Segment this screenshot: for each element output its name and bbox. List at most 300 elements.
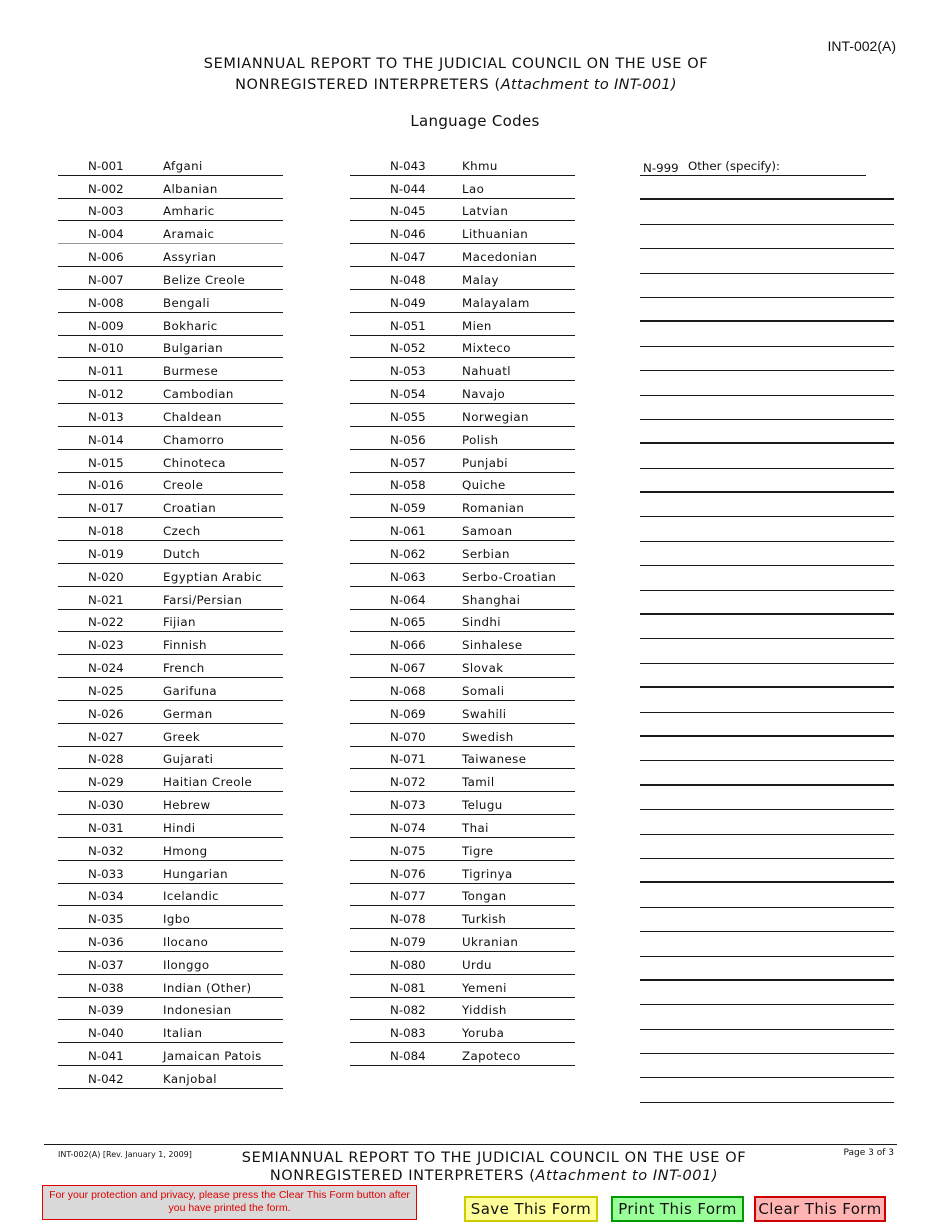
language-name: Romanian — [462, 501, 525, 516]
language-name: Thai — [462, 820, 489, 835]
language-code: N-073 — [390, 798, 426, 813]
language-row — [58, 541, 283, 564]
language-row — [58, 221, 283, 244]
language-row — [58, 906, 283, 929]
other-blank-line[interactable] — [640, 396, 894, 420]
language-row — [58, 450, 283, 473]
language-row — [58, 358, 283, 381]
print-form-button[interactable]: Print This Form — [611, 1196, 744, 1222]
language-code: N-083 — [390, 1026, 426, 1041]
language-name: Hungarian — [163, 866, 228, 881]
language-code: N-047 — [390, 250, 426, 265]
other-blank-line[interactable] — [640, 566, 894, 590]
language-name: Yemeni — [462, 980, 507, 995]
language-row — [350, 952, 575, 975]
language-code: N-049 — [390, 295, 426, 310]
language-name: Tamil — [462, 775, 495, 790]
other-specify-row[interactable] — [640, 153, 894, 176]
language-code: N-011 — [88, 364, 124, 379]
language-name: Lao — [462, 181, 485, 196]
language-code: N-021 — [88, 592, 124, 607]
language-row — [350, 381, 575, 404]
language-row — [350, 427, 575, 450]
language-column-1 — [58, 153, 283, 1089]
language-name: Samoan — [462, 524, 513, 539]
language-row — [58, 632, 283, 655]
language-row — [58, 1043, 283, 1066]
language-code: N-024 — [88, 661, 124, 676]
language-row — [58, 724, 283, 747]
other-blank-line[interactable] — [640, 591, 894, 615]
language-name: Taiwanese — [462, 752, 527, 767]
language-row — [350, 747, 575, 770]
page-title — [0, 54, 912, 96]
language-column-2 — [350, 153, 575, 1066]
other-blank-line[interactable] — [640, 347, 894, 371]
other-blank-line[interactable] — [640, 322, 894, 346]
other-code: N-999 — [643, 161, 679, 175]
language-row — [58, 564, 283, 587]
language-row — [350, 404, 575, 427]
other-blank-line[interactable] — [640, 810, 894, 834]
language-name: Latvian — [462, 204, 509, 219]
language-row — [350, 358, 575, 381]
language-row — [350, 815, 575, 838]
language-code: N-030 — [88, 798, 124, 813]
language-code: N-059 — [390, 501, 426, 516]
language-code: N-010 — [88, 341, 124, 356]
language-name: German — [163, 706, 213, 721]
language-row — [58, 267, 283, 290]
language-row — [350, 267, 575, 290]
other-blank-line[interactable] — [640, 1030, 894, 1054]
language-code: N-057 — [390, 455, 426, 470]
other-blank-line[interactable] — [640, 469, 894, 493]
language-row — [350, 610, 575, 633]
language-row — [58, 701, 283, 724]
language-name: Polish — [462, 432, 499, 447]
language-row — [350, 769, 575, 792]
other-blank-line[interactable] — [640, 517, 894, 541]
language-code: N-082 — [390, 1003, 426, 1018]
footer-revision: INT-002(A) [Rev. January 1, 2009] — [58, 1150, 192, 1159]
other-blank-line[interactable] — [640, 688, 894, 712]
language-code: N-007 — [88, 272, 124, 287]
language-name: Farsi/Persian — [163, 592, 243, 607]
language-row — [58, 336, 283, 359]
language-code: N-080 — [390, 957, 426, 972]
language-name: Italian — [163, 1026, 203, 1041]
language-name: Chamorro — [163, 432, 225, 447]
language-row — [58, 929, 283, 952]
language-code: N-008 — [88, 295, 124, 310]
language-code: N-069 — [390, 706, 426, 721]
language-row — [350, 1020, 575, 1043]
language-code: N-026 — [88, 706, 124, 721]
language-row — [350, 884, 575, 907]
language-row — [58, 975, 283, 998]
language-code: N-071 — [390, 752, 426, 767]
language-row — [58, 1066, 283, 1089]
language-row — [58, 313, 283, 336]
other-blank-line[interactable] — [640, 761, 894, 785]
other-blank-line[interactable] — [640, 859, 894, 883]
language-code: N-054 — [390, 387, 426, 402]
language-code: N-064 — [390, 592, 426, 607]
language-name: Macedonian — [462, 250, 538, 265]
language-code: N-029 — [88, 775, 124, 790]
other-blank-line[interactable] — [640, 1054, 894, 1078]
language-row — [58, 587, 283, 610]
other-blank-line[interactable] — [640, 371, 894, 395]
language-row — [350, 564, 575, 587]
language-code: N-040 — [88, 1026, 124, 1041]
other-blank-line[interactable] — [640, 932, 894, 956]
language-code: N-056 — [390, 432, 426, 447]
language-code: N-025 — [88, 683, 124, 698]
language-row — [350, 975, 575, 998]
language-name: Amharic — [163, 204, 215, 219]
language-code: N-017 — [88, 501, 124, 516]
language-name: Norwegian — [462, 409, 529, 424]
language-row — [58, 610, 283, 633]
language-name: Kanjobal — [163, 1071, 217, 1086]
language-code: N-009 — [88, 318, 124, 333]
language-code: N-058 — [390, 478, 426, 493]
language-code: N-061 — [390, 524, 426, 539]
language-name: Bokharic — [163, 318, 218, 333]
language-code: N-031 — [88, 820, 124, 835]
language-code: N-036 — [88, 934, 124, 949]
language-name: Finnish — [163, 638, 207, 653]
language-row — [350, 655, 575, 678]
language-name: Igbo — [163, 912, 191, 927]
other-blank-line[interactable] — [640, 908, 894, 932]
language-code: N-043 — [390, 158, 426, 173]
other-blank-line[interactable] — [640, 420, 894, 444]
other-blank-line[interactable] — [640, 176, 894, 200]
language-row — [58, 244, 283, 267]
language-row — [350, 701, 575, 724]
language-row — [58, 769, 283, 792]
language-name: Serbian — [462, 546, 510, 561]
footer-title-line-2 — [0, 1167, 950, 1185]
language-name: Indonesian — [163, 1003, 232, 1018]
language-row — [350, 176, 575, 199]
language-code: N-038 — [88, 980, 124, 995]
language-name: Albanian — [163, 181, 218, 196]
language-name: Ilonggo — [163, 957, 210, 972]
footer-title — [0, 1149, 950, 1185]
language-code: N-028 — [88, 752, 124, 767]
save-form-button[interactable]: Save This Form — [464, 1196, 598, 1222]
language-name: Hindi — [163, 820, 196, 835]
language-row — [58, 884, 283, 907]
title-line-2-italic: Attachment to INT-001) — [500, 77, 677, 93]
language-row — [58, 655, 283, 678]
language-code: N-023 — [88, 638, 124, 653]
language-code: N-032 — [88, 843, 124, 858]
language-row — [350, 495, 575, 518]
language-name: Tigre — [462, 843, 494, 858]
other-blank-line[interactable] — [640, 786, 894, 810]
language-name: Tongan — [462, 889, 507, 904]
language-name: Malay — [462, 272, 499, 287]
language-code: N-051 — [390, 318, 426, 333]
other-blank-line[interactable] — [640, 493, 894, 517]
language-name: Bengali — [163, 295, 210, 310]
privacy-notice: For your protection and privacy, please press the Clear This Form button after you have printed the form. — [42, 1185, 417, 1220]
language-name: Sinhalese — [462, 638, 523, 653]
language-name: Egyptian Arabic — [163, 569, 263, 584]
language-code: N-081 — [390, 980, 426, 995]
language-row — [58, 747, 283, 770]
language-name: Greek — [163, 729, 201, 744]
language-row — [350, 450, 575, 473]
language-name: Navajo — [462, 387, 506, 402]
language-code: N-063 — [390, 569, 426, 584]
language-row — [350, 153, 575, 176]
other-blank-line[interactable] — [640, 835, 894, 859]
language-name: Chinoteca — [163, 455, 226, 470]
language-row — [58, 861, 283, 884]
other-blank-line[interactable] — [640, 200, 894, 224]
language-name: Icelandic — [163, 889, 220, 904]
language-name: Telugu — [462, 798, 503, 813]
other-blank-line[interactable] — [640, 298, 894, 322]
footer-page-number: Page 3 of 3 — [843, 1148, 894, 1158]
language-code: N-041 — [88, 1049, 124, 1064]
language-code: N-068 — [390, 683, 426, 698]
language-code: N-065 — [390, 615, 426, 630]
language-row — [58, 495, 283, 518]
language-name: Mien — [462, 318, 492, 333]
language-code: N-045 — [390, 204, 426, 219]
language-code: N-053 — [390, 364, 426, 379]
language-row — [350, 906, 575, 929]
other-languages-column — [640, 153, 894, 1103]
language-row — [350, 587, 575, 610]
language-row — [58, 153, 283, 176]
language-code: N-084 — [390, 1049, 426, 1064]
language-row — [350, 199, 575, 222]
language-row — [350, 473, 575, 496]
language-row — [58, 952, 283, 975]
language-code: N-052 — [390, 341, 426, 356]
language-code: N-046 — [390, 227, 426, 242]
other-blank-line[interactable] — [640, 542, 894, 566]
language-name: Garifuna — [163, 683, 218, 698]
language-code: N-003 — [88, 204, 124, 219]
language-name: Afgani — [163, 158, 203, 173]
language-row — [58, 678, 283, 701]
language-code: N-019 — [88, 546, 124, 561]
title-line-2-main: NONREGISTERED INTERPRETERS ( — [235, 77, 501, 93]
footer-title-line-2-main: NONREGISTERED INTERPRETERS ( — [269, 1168, 536, 1184]
language-row — [58, 518, 283, 541]
language-code: N-048 — [390, 272, 426, 287]
other-blank-line[interactable] — [640, 664, 894, 688]
language-row — [58, 290, 283, 313]
footer-title-line-2-italic: Attachment to INT-001) — [535, 1168, 719, 1184]
language-row — [350, 838, 575, 861]
language-row — [58, 199, 283, 222]
language-code: N-079 — [390, 934, 426, 949]
language-name: Hebrew — [163, 798, 211, 813]
title-line-1: SEMIANNUAL REPORT TO THE JUDICIAL COUNCIL ON THE USE OF — [203, 56, 709, 72]
language-code: N-039 — [88, 1003, 124, 1018]
language-name: Turkish — [462, 912, 507, 927]
language-name: Creole — [163, 478, 204, 493]
language-name: Serbo-Croatian — [462, 569, 557, 584]
language-code: N-006 — [88, 250, 124, 265]
language-row — [58, 473, 283, 496]
language-name: Punjabi — [462, 455, 508, 470]
other-blank-line[interactable] — [640, 249, 894, 273]
language-name: Dutch — [163, 546, 201, 561]
language-row — [58, 815, 283, 838]
language-row — [58, 792, 283, 815]
language-name: Quiche — [462, 478, 506, 493]
language-row — [350, 541, 575, 564]
other-label: Other (specify): — [688, 159, 781, 173]
other-blank-line[interactable] — [640, 713, 894, 737]
language-name: Cambodian — [163, 387, 234, 402]
language-name: Jamaican Patois — [163, 1049, 262, 1064]
language-row — [350, 861, 575, 884]
other-underline — [640, 175, 866, 176]
footer-title-line-1: SEMIANNUAL REPORT TO THE JUDICIAL COUNCIL ON THE USE OF — [241, 1150, 747, 1166]
language-code: N-016 — [88, 478, 124, 493]
language-code: N-077 — [390, 889, 426, 904]
language-code: N-014 — [88, 432, 124, 447]
other-blank-line[interactable] — [640, 274, 894, 298]
language-code: N-055 — [390, 409, 426, 424]
language-row — [350, 998, 575, 1021]
language-code: N-035 — [88, 912, 124, 927]
language-name: Czech — [163, 524, 201, 539]
language-code: N-078 — [390, 912, 426, 927]
language-code: N-020 — [88, 569, 124, 584]
language-name: Lithuanian — [462, 227, 529, 242]
language-row — [350, 244, 575, 267]
language-name: Chaldean — [163, 409, 222, 424]
language-code: N-001 — [88, 158, 124, 173]
language-name: Yoruba — [462, 1026, 505, 1041]
language-code: N-062 — [390, 546, 426, 561]
language-code: N-037 — [88, 957, 124, 972]
language-name: Sindhi — [462, 615, 501, 630]
language-row — [350, 678, 575, 701]
other-blank-line[interactable] — [640, 957, 894, 981]
language-code: N-076 — [390, 866, 426, 881]
language-code: N-022 — [88, 615, 124, 630]
language-row — [350, 929, 575, 952]
language-name: Haitian Creole — [163, 775, 253, 790]
language-code: N-027 — [88, 729, 124, 744]
language-row — [350, 792, 575, 815]
language-code: N-066 — [390, 638, 426, 653]
language-row — [58, 998, 283, 1021]
other-blank-line[interactable] — [640, 737, 894, 761]
language-row — [350, 518, 575, 541]
other-blank-line[interactable] — [640, 1005, 894, 1029]
section-heading: Language Codes — [410, 112, 540, 130]
language-row — [350, 336, 575, 359]
other-blank-line[interactable] — [640, 883, 894, 907]
form-id: INT-002(A) — [827, 38, 896, 54]
language-row — [58, 404, 283, 427]
language-code: N-034 — [88, 889, 124, 904]
language-name: Shanghai — [462, 592, 521, 607]
language-name: Belize Creole — [163, 272, 246, 287]
other-blank-line[interactable] — [640, 444, 894, 468]
other-blank-line[interactable] — [640, 639, 894, 663]
language-name: Tigrinya — [462, 866, 513, 881]
language-code: N-004 — [88, 227, 124, 242]
language-name: French — [163, 661, 205, 676]
language-code: N-042 — [88, 1071, 124, 1086]
language-row — [350, 221, 575, 244]
language-code: N-033 — [88, 866, 124, 881]
language-code: N-075 — [390, 843, 426, 858]
language-code: N-070 — [390, 729, 426, 744]
other-blank-line[interactable] — [640, 225, 894, 249]
title-line-2 — [0, 75, 912, 96]
language-name: Ilocano — [163, 934, 209, 949]
other-blank-line[interactable] — [640, 1078, 894, 1102]
other-blank-line[interactable] — [640, 615, 894, 639]
language-name: Fijian — [163, 615, 196, 630]
clear-form-button[interactable]: Clear This Form — [754, 1196, 886, 1222]
language-code: N-015 — [88, 455, 124, 470]
language-name: Yiddish — [462, 1003, 507, 1018]
language-row — [350, 290, 575, 313]
language-name: Urdu — [462, 957, 492, 972]
other-blank-line[interactable] — [640, 981, 894, 1005]
language-name: Burmese — [163, 364, 219, 379]
language-name: Croatian — [163, 501, 217, 516]
language-row — [350, 1043, 575, 1066]
language-name: Khmu — [462, 158, 498, 173]
language-name: Swahili — [462, 706, 507, 721]
language-row — [58, 176, 283, 199]
language-name: Malayalam — [462, 295, 530, 310]
language-name: Swedish — [462, 729, 514, 744]
language-code: N-044 — [390, 181, 426, 196]
language-name: Mixteco — [462, 341, 511, 356]
language-name: Assyrian — [163, 250, 217, 265]
language-name: Slovak — [462, 661, 504, 676]
language-row — [58, 381, 283, 404]
language-name: Indian (Other) — [163, 980, 252, 995]
language-name: Nahuatl — [462, 364, 511, 379]
language-code: N-074 — [390, 820, 426, 835]
language-name: Ukranian — [462, 934, 519, 949]
language-code: N-012 — [88, 387, 124, 402]
language-name: Aramaic — [163, 227, 215, 242]
footer-divider — [44, 1144, 897, 1145]
language-name: Somali — [462, 683, 505, 698]
language-row — [58, 427, 283, 450]
language-code: N-067 — [390, 661, 426, 676]
language-code: N-072 — [390, 775, 426, 790]
language-code: N-013 — [88, 409, 124, 424]
language-row — [350, 632, 575, 655]
language-row — [350, 724, 575, 747]
language-name: Hmong — [163, 843, 208, 858]
language-row — [58, 838, 283, 861]
